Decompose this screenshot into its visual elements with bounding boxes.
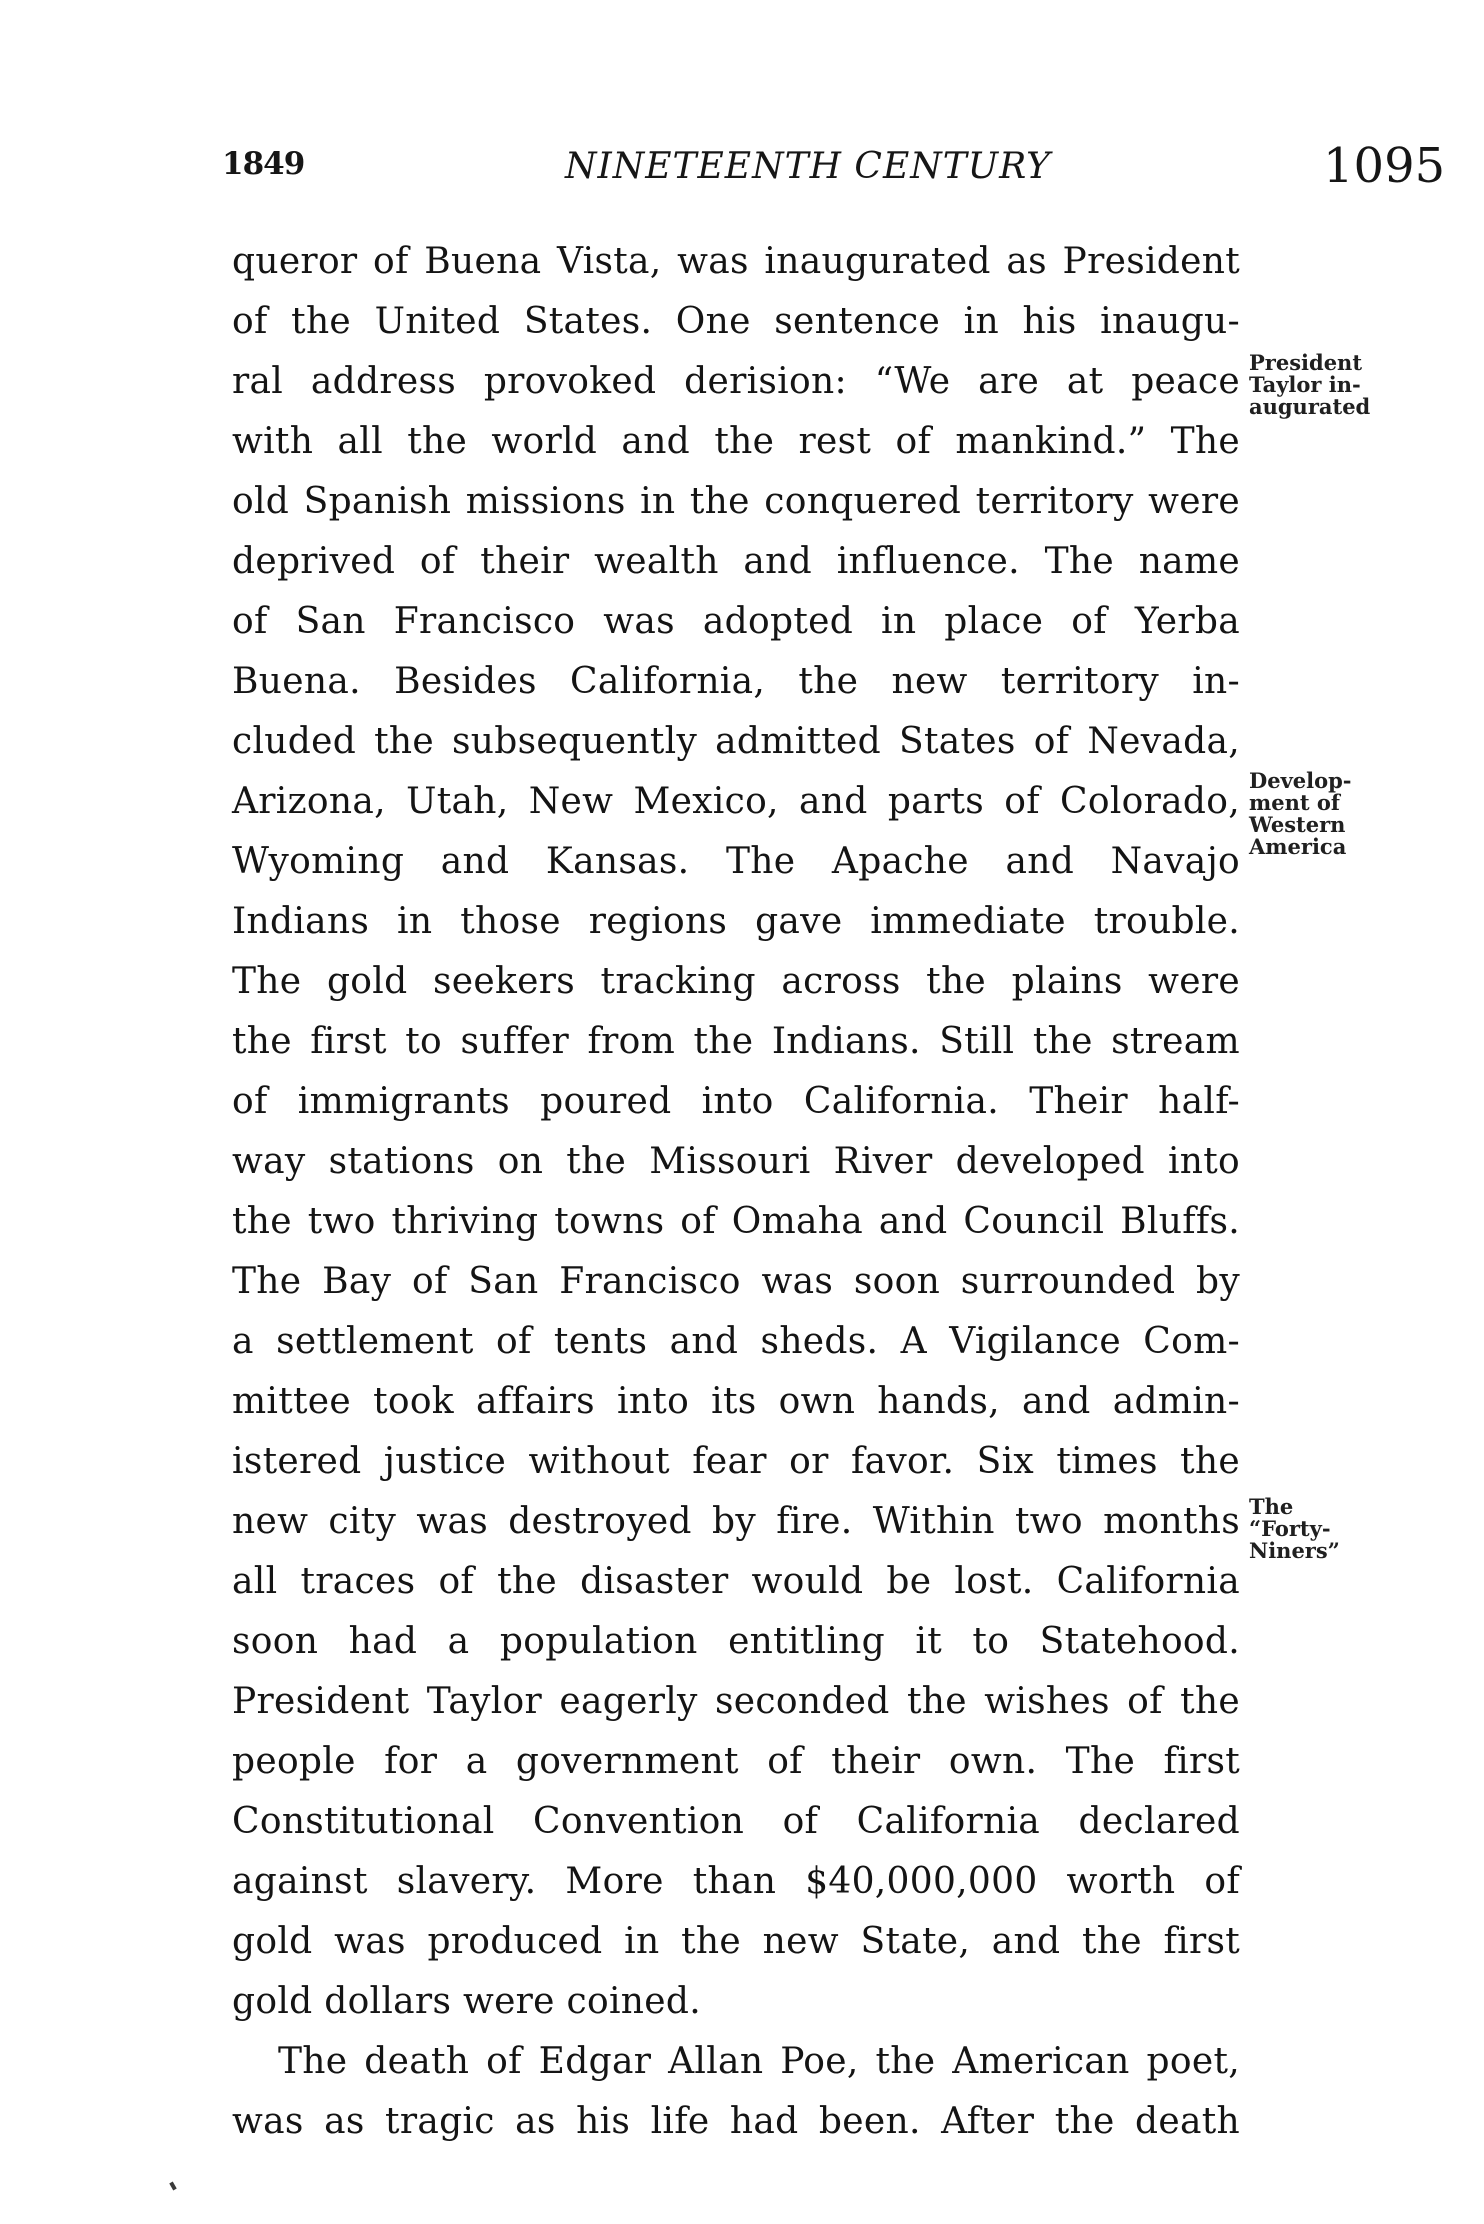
text-line: soon had a population entitling it to Statehood. <box>232 1621 1240 1662</box>
stray-mark <box>169 2182 176 2191</box>
text-line: against slavery. More than $40,000,000 worth of <box>232 1861 1240 1902</box>
text-line: deprived of their wealth and influence. The name <box>232 541 1240 582</box>
margin-note-western-america: Develop- ment of Western America <box>1249 768 1352 859</box>
text-line: of San Francisco was adopted in place of Yerba <box>232 601 1240 642</box>
text-line: queror of Buena Vista, was inaugurated as President <box>232 241 1240 282</box>
text-line: gold was produced in the new State, and the first <box>232 1921 1240 1962</box>
text-line: Wyoming and Kansas. The Apache and Navajo <box>232 841 1240 882</box>
text-line: with all the world and the rest of mankind.” The <box>232 421 1240 462</box>
text-line: a settlement of tents and sheds. A Vigilance Com- <box>232 1321 1240 1362</box>
text-line: of immigrants poured into California. Their half- <box>232 1081 1240 1122</box>
text-line: of the United States. One sentence in his inaugu- <box>232 301 1240 342</box>
text-line: new city was destroyed by fire. Within two months <box>232 1501 1240 1542</box>
text-line: gold dollars were coined. <box>232 1981 701 2022</box>
text-line: mittee took affairs into its own hands, and admin- <box>232 1381 1240 1422</box>
page-number: 1095 <box>1323 138 1446 194</box>
text-line: Constitutional Convention of California declared <box>232 1801 1240 1842</box>
text-line: way stations on the Missouri River developed into <box>232 1141 1240 1182</box>
text-line: the first to suffer from the Indians. Still the stream <box>232 1021 1240 1062</box>
text-line: The gold seekers tracking across the plains were <box>232 961 1240 1002</box>
text-line: Arizona, Utah, New Mexico, and parts of Colorado, <box>232 781 1240 822</box>
text-line: The Bay of San Francisco was soon surrounded by <box>232 1261 1240 1302</box>
text-line: President Taylor eagerly seconded the wishes of the <box>232 1681 1240 1722</box>
text-line: cluded the subsequently admitted States of Nevada, <box>232 721 1240 762</box>
running-head-year: 1849 <box>222 146 305 182</box>
text-line: all traces of the disaster would be lost. California <box>232 1561 1240 1602</box>
text-line: istered justice without fear or favor. Six times the <box>232 1441 1240 1482</box>
text-line: was as tragic as his life had been. After the death <box>232 2101 1240 2142</box>
running-head-title: NINETEENTH CENTURY <box>565 146 1051 187</box>
text-line: ral address provoked derision: “We are at peace <box>232 361 1240 402</box>
text-line: Buena. Besides California, the new territory in- <box>232 661 1240 702</box>
text-line: people for a government of their own. The first <box>232 1741 1240 1782</box>
margin-note-forty-niners: The “Forty- Niners” <box>1249 1494 1340 1563</box>
text-line: old Spanish missions in the conquered territory were <box>232 481 1240 522</box>
margin-note-president-taylor: President Taylor in- augurated <box>1249 350 1371 419</box>
paragraph-start-line: The death of Edgar Allan Poe, the American poet, <box>278 2041 1240 2082</box>
text-line: the two thriving towns of Omaha and Council Bluffs. <box>232 1201 1240 1242</box>
text-line: Indians in those regions gave immediate trouble. <box>232 901 1240 942</box>
